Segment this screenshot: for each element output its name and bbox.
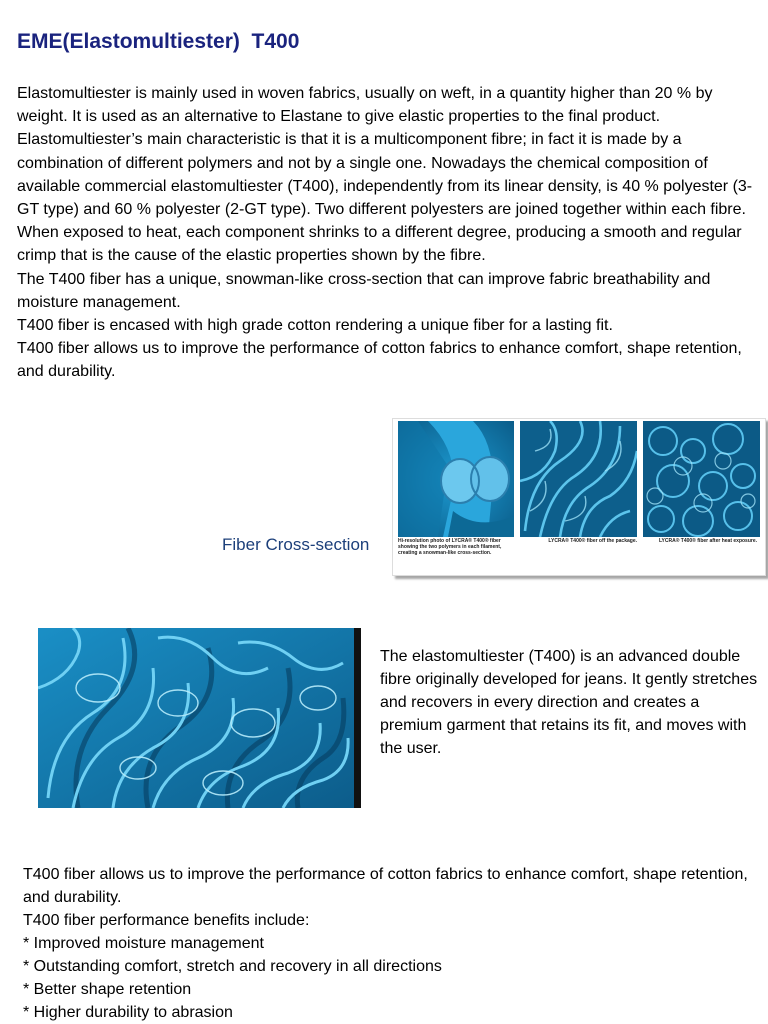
benefits-line: * Better shape retention bbox=[23, 981, 192, 998]
intro-text bbox=[17, 82, 762, 384]
figure-caption: Hi-resolution photo of LYCRA® T400® fiber showing the two polymers in each filament, creating a snowman-like cross-section. bbox=[398, 538, 502, 556]
side-description: The elastomultiester (T400) is an advanced double fibre originally developed for jeans. It gently stretches and recovers in every direction and creates a premium garment that retains its fit, and moves with the user. bbox=[380, 648, 758, 757]
figure-caption: LYCRA® T400® fiber after heat exposure. bbox=[658, 538, 757, 544]
cross-section-figure bbox=[392, 418, 766, 576]
page-title: EME(Elastomultiester) T400 bbox=[17, 30, 300, 53]
benefits-line: T400 fiber performance benefits include: bbox=[23, 912, 310, 929]
fiber-micrograph-image bbox=[38, 628, 361, 808]
fiber-after-heat-photo bbox=[643, 421, 760, 537]
intro-paragraph: Elastomultiester’s main characteristic is that it is a multicomponent fibre; in fact it is made by a combination of different polymers and not by a single one. Nowadays the chemical composition of available commercial elastomultiester (T400), independently from its linear density, is 40 % polyester (3-GT type) and 60 % polyester (2-GT type). Two different polyesters are joined together within each fibre. When exposed to heat, each component shrinks to a different degree, producing a smooth and regular crimp that is the cause of the elastic properties shown by the fibre. bbox=[17, 131, 753, 265]
cross-section-photo bbox=[398, 421, 514, 537]
benefits-line: * Improved moisture management bbox=[23, 935, 264, 952]
figure-label: Fiber Cross-section bbox=[222, 535, 370, 554]
intro-paragraph: Elastomultiester is mainly used in woven fabrics, usually on weft, in a quantity higher than 20 % by weight. It is used as an alternative to Elastane to give elastic properties to the final product. bbox=[17, 85, 713, 126]
benefits-line: * Outstanding comfort, stretch and recovery in all directions bbox=[23, 958, 442, 975]
intro-paragraph: T400 fiber is encased with high grade cotton rendering a unique fiber for a lasting fit. bbox=[17, 317, 613, 335]
benefits-line: * Higher durability to abrasion bbox=[23, 1004, 233, 1021]
intro-paragraph: The T400 fiber has a unique, snowman-like cross-section that can improve fabric breathability and moisture management. bbox=[17, 270, 711, 311]
intro-paragraph: T400 fiber allows us to improve the performance of cotton fabrics to enhance comfort, shape retention, and durability. bbox=[17, 340, 742, 381]
figure-caption: LYCRA® T400® fiber off the package. bbox=[548, 538, 637, 544]
fiber-off-package-photo bbox=[520, 421, 637, 537]
benefits-text bbox=[23, 863, 753, 1024]
benefits-line: T400 fiber allows us to improve the performance of cotton fabrics to enhance comfort, shape retention, and durability. bbox=[23, 866, 748, 906]
